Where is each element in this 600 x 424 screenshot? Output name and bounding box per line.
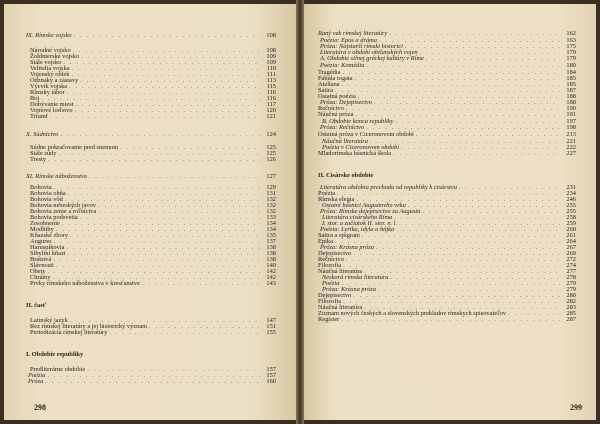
toc-entry-title: Bohovia nebeských javov (30, 202, 97, 209)
toc-entry-title: Haruspikovia (30, 244, 65, 251)
toc-entry-title: Atellana (318, 81, 340, 88)
toc-entry-title: Satira a epigram (318, 232, 360, 239)
toc-entry-page-number: 274 (566, 262, 576, 269)
left-page (4, 4, 296, 420)
toc-entry-page-number: 188 (566, 99, 576, 106)
toc-entry-title: Próza: Rečníctvo (320, 124, 365, 131)
toc-entry-page-number: 134 (266, 220, 276, 227)
toc-entry-title: Poézia v Ciceronovom období (322, 144, 399, 151)
right-page-number: 299 (570, 403, 582, 412)
leader-dots (341, 316, 560, 323)
toc-entry-page-number: 143 (266, 280, 276, 287)
toc-entry-page-number: 142 (266, 274, 276, 281)
toc-entry-page-number: 267 (566, 244, 576, 251)
leader-dots (393, 150, 560, 157)
toc-entry-page-number: 109 (266, 53, 276, 60)
left-toc-entry (28, 378, 276, 385)
toc-entry-page-number: 132 (266, 208, 276, 215)
toc-entry-page-number: 121 (266, 113, 276, 120)
toc-entry-page-number: 227 (566, 150, 576, 157)
toc-entry-page-number: 163 (566, 37, 576, 44)
toc-entry-title: Satira (318, 87, 333, 94)
toc-entry-page-number: 127 (266, 173, 276, 180)
toc-entry-page-number: 255 (566, 208, 576, 215)
toc-entry-page-number: 187 (566, 87, 576, 94)
toc-entry-title: Náučná literatúra (318, 268, 363, 275)
toc-entry-title: Výcvik vojska (30, 83, 68, 90)
toc-entry-page-number: 261 (566, 232, 576, 239)
toc-entry-title: Periodizácia rímskej literatúry (30, 329, 108, 336)
toc-entry-title: Stále vojsko (30, 59, 62, 66)
toc-entry-title: B. Obdobie konca republiky (322, 118, 394, 125)
toc-entry-title: Sibylini kňazi (30, 250, 66, 257)
toc-entry-page-number: 116 (266, 95, 276, 102)
toc-entry-page-number: 132 (266, 202, 276, 209)
leader-dots (142, 280, 260, 287)
toc-entry-title: Triumf (30, 113, 48, 120)
toc-entry-title: Dejepisectvo (318, 292, 352, 299)
toc-entry-title: Bohovia vôd (30, 196, 63, 203)
toc-entry-title: Boj (30, 95, 40, 102)
toc-entry-page-number: 140 (266, 262, 276, 269)
toc-entry-title: Augures (30, 238, 52, 245)
toc-entry-title: Mladorímska básnická škola (318, 150, 392, 157)
toc-entry-title: Bohovia zeme a roľníctva (30, 208, 97, 215)
leader-dots (426, 55, 560, 62)
toc-entry-title: Próza: Krásna próza (320, 244, 374, 251)
toc-entry-title: Epika (318, 238, 333, 245)
toc-entry-title: Kňazské zbory (30, 232, 69, 239)
toc-entry-title: Tragédia (318, 69, 341, 76)
toc-entry-page-number: 131 (266, 190, 276, 197)
left-page-number: 298 (34, 403, 46, 412)
toc-entry-title: Dejepisectvo (318, 250, 352, 257)
leader-dots (109, 329, 260, 336)
leader-dots (60, 131, 260, 138)
toc-entry-page-number: 272 (566, 256, 576, 263)
right-toc-entry (318, 30, 576, 37)
toc-entry-title: Stále súdy (30, 150, 57, 157)
toc-entry-title: Poézia: Epos a dráma (320, 37, 377, 44)
toc-entry-page-number: 125 (266, 144, 276, 151)
left-toc-entry (26, 351, 276, 358)
toc-entry-page-number: 160 (266, 378, 276, 385)
toc-entry-page-number: 285 (566, 310, 576, 317)
leader-dots (89, 173, 260, 180)
leader-dots (50, 113, 260, 120)
toc-entry-title: Próza (28, 378, 44, 385)
right-toc-entry (318, 131, 576, 138)
left-toc-entry (30, 156, 276, 163)
right-toc-entry (318, 111, 576, 118)
toc-entry-page-number: 260 (566, 226, 576, 233)
toc-entry-title: Náučná literatúra (322, 138, 368, 145)
toc-entry-title: Dobývanie miest (30, 101, 74, 108)
toc-entry-page-number: 280 (566, 292, 576, 299)
toc-entry-title: Bohovia ohňa (30, 190, 66, 197)
toc-entry-title: Próza: Najstarší rímski historici (320, 43, 403, 50)
leader-dots (355, 111, 560, 118)
toc-entry-page-number: 138 (266, 244, 276, 251)
leader-dots (366, 62, 560, 69)
toc-entry-page-number: 155 (266, 329, 276, 336)
toc-entry-title: Ostatní básnici Augustovho veku (322, 202, 406, 209)
toc-entry-title: Národné vojsko (30, 47, 71, 54)
toc-entry-title: Zosobnenie (30, 220, 60, 227)
right-toc-entry (318, 150, 576, 157)
toc-entry-page-number: 190 (566, 105, 576, 112)
toc-entry-title: Próza: Rímske dejepisectvo za Augusta (320, 208, 421, 215)
toc-entry-page-number: 283 (566, 304, 576, 311)
right-toc-entry (318, 172, 576, 179)
toc-entry-title: Latinský jazyk (30, 317, 68, 324)
toc-entry-page-number: 180 (566, 62, 576, 69)
toc-entry-title: Fabula togata (318, 75, 353, 82)
toc-entry-page-number: 111 (266, 71, 276, 78)
toc-entry-title: Filozofia (318, 262, 342, 269)
toc-entry-title: Velitelia vojska (30, 65, 70, 72)
toc-entry-page-number: 197 (566, 118, 576, 125)
left-toc-entry (26, 302, 276, 309)
toc-entry-page-number: 125 (266, 150, 276, 157)
toc-entry-title: Ostatná poézia (318, 93, 356, 100)
toc-entry-title: Náučná próza (318, 111, 354, 118)
left-toc-entry (26, 173, 276, 180)
toc-entry-title: Bohovia podsvetia (30, 214, 78, 221)
toc-entry-title: Žoldnierske vojsko (30, 53, 80, 60)
toc-entry-title: Poézia (28, 372, 46, 379)
toc-entry-page-number: 175 (566, 43, 576, 50)
toc-entry-title: Prvky rímskeho náboženstva v kresťanstve (30, 280, 140, 287)
toc-entry-title: Poézia (318, 190, 336, 197)
toc-entry-page-number: 138 (266, 250, 276, 257)
left-toc-entry (26, 32, 276, 39)
toc-entry-page-number: 135 (266, 232, 276, 239)
leader-dots (45, 378, 260, 385)
toc-entry-page-number: 117 (266, 101, 276, 108)
toc-entry-page-number: 133 (266, 214, 276, 221)
toc-entry-page-number: 179 (566, 49, 576, 56)
leader-dots (389, 30, 560, 37)
toc-entry-title: II. Cisárske obdobie (318, 172, 374, 179)
book-gutter (296, 0, 304, 424)
toc-entry-page-number: 259 (566, 220, 576, 227)
toc-entry-title: Literatúra obdobia prechodu od republiky k cisárstvu (320, 184, 457, 191)
toc-entry-page-number: 132 (266, 196, 276, 203)
toc-entry-page-number: 185 (566, 81, 576, 88)
right-toc-entry (320, 124, 576, 131)
toc-entry-title: Literatúra cisárskeho Ríma (322, 214, 393, 221)
toc-entry-page-number: 222 (566, 144, 576, 151)
toc-entry-title: A. Obdobie silnej gréckej kultúry v Ríme (320, 55, 424, 62)
toc-entry-page-number: 231 (566, 184, 576, 191)
toc-entry-page-number: 157 (266, 366, 276, 373)
toc-entry-title: Rečníctvo (318, 105, 344, 112)
toc-entry-title: Súdne pokračovanie pred snemom (30, 144, 119, 151)
toc-entry-page-number: 109 (266, 59, 276, 66)
toc-entry-title: Rímska elegia (318, 196, 355, 203)
toc-entry-page-number: 234 (566, 190, 576, 197)
left-toc-entry (30, 329, 276, 336)
toc-entry-page-number: 142 (266, 268, 276, 275)
toc-entry-page-number: 147 (266, 317, 276, 324)
toc-entry-page-number: 277 (566, 268, 576, 275)
toc-entry-page-number: 126 (266, 156, 276, 163)
toc-entry-title: XI. Rímske náboženstvo (26, 173, 87, 180)
toc-entry-title: Zoznam nových českých a slovenských prekladov rímskych spisovateľov (318, 310, 507, 317)
toc-entry-page-number: 108 (266, 47, 276, 54)
toc-entry-page-number: 138 (266, 256, 276, 263)
toc-entry-title: II. časť (26, 302, 47, 309)
toc-entry-page-number: 113 (266, 77, 276, 84)
toc-entry-title: Obety (30, 268, 46, 275)
leader-dots (74, 32, 260, 39)
toc-entry-page-number: 115 (266, 83, 276, 90)
toc-entry-title: Bratstvá (30, 256, 52, 263)
toc-entry-page-number: 279 (566, 280, 576, 287)
right-toc-entry (320, 55, 576, 62)
toc-entry-title: Tresty (30, 156, 47, 163)
toc-entry-page-number: 213 (566, 131, 576, 138)
toc-entry-page-number: 162 (566, 30, 576, 37)
toc-entry-page-number: 120 (266, 107, 276, 114)
toc-entry-title: Raný vek rímskej literatúry (318, 30, 388, 37)
toc-entry-page-number: 116 (266, 89, 276, 96)
toc-entry-page-number: 246 (566, 196, 576, 203)
toc-entry-page-number: 269 (566, 250, 576, 257)
toc-entry-page-number: 278 (566, 274, 576, 281)
toc-entry-title: Odznaky a zástavy (30, 77, 79, 84)
toc-entry-page-number: 188 (566, 93, 576, 100)
toc-entry-title: Neskorá rímska literatúra (322, 274, 389, 281)
leader-dots (366, 124, 560, 131)
toc-entry-title: Rímsky tábor (30, 89, 65, 96)
toc-entry-title: Filozofia (318, 298, 342, 305)
toc-entry-title: Poézia (322, 280, 340, 287)
toc-entry-page-number: 279 (566, 286, 576, 293)
toc-entry-title: I. Obdobie republiky (26, 351, 84, 358)
toc-entry-title: X. Súdnictvo (26, 131, 59, 138)
toc-entry-title: Slávnosti (30, 262, 54, 269)
left-toc-entry (30, 280, 276, 287)
left-toc-entry (26, 131, 276, 138)
toc-entry-page-number: 191 (566, 111, 576, 118)
left-toc-entry (30, 113, 276, 120)
leader-dots (48, 156, 260, 163)
toc-entry-title: Rečníctvo (318, 256, 344, 263)
toc-entry-page-number: 110 (266, 65, 276, 72)
toc-entry-page-number: 184 (566, 69, 576, 76)
toc-entry-title: Predliterárne obdobie (30, 366, 86, 373)
toc-entry-page-number: 198 (566, 124, 576, 131)
toc-entry-title: Bohovia (30, 184, 52, 191)
toc-entry-title: Ostatná próza v Ciceronovom období (318, 131, 414, 138)
toc-entry-page-number: 124 (266, 131, 276, 138)
toc-entry-page-number: 151 (266, 323, 276, 330)
toc-entry-title: Register (318, 316, 340, 323)
toc-entry-page-number: 287 (566, 316, 576, 323)
toc-entry-title: IX. Rímske vojsko (26, 32, 72, 39)
toc-entry-page-number: 179 (566, 55, 576, 62)
right-page (304, 4, 596, 420)
toc-entry-page-number: 185 (566, 75, 576, 82)
toc-entry-title: Literatúra v období obilanských vojen (320, 49, 418, 56)
toc-entry-title: Modlitby (30, 226, 54, 233)
toc-entry-title: Náučná literatúra (318, 304, 363, 311)
right-toc-entry (320, 62, 576, 69)
toc-entry-title: Rez rímskej literatúry a jej historický význam (30, 323, 148, 330)
toc-entry-page-number: 221 (566, 138, 576, 145)
right-toc-entry (318, 316, 576, 323)
toc-entry-page-number: 134 (266, 226, 276, 233)
toc-entry-title: Poézia: Lyrika, idyla a bájka (320, 226, 395, 233)
toc-entry-title: Poézia: Komédia (320, 62, 365, 69)
toc-entry-page-number: 264 (566, 238, 576, 245)
toc-entry-title: Vojenský oblek (30, 71, 70, 78)
toc-entry-title: Próza: Krásna próza (322, 286, 376, 293)
toc-entry-page-number: 282 (566, 298, 576, 305)
toc-entry-page-number: 137 (266, 238, 276, 245)
toc-entry-page-number: 258 (566, 214, 576, 221)
toc-entry-page-number: 157 (266, 372, 276, 379)
toc-entry-title: I. stor. a začiatok II. stor. n. l. (322, 220, 398, 227)
toc-entry-page-number: 108 (266, 32, 276, 39)
toc-entry-page-number: 255 (566, 202, 576, 209)
leader-dots (416, 131, 560, 138)
toc-entry-title: Vojnové loďstvo (30, 107, 73, 114)
toc-entry-page-number: 129 (266, 184, 276, 191)
toc-entry-title: Próza: Dejepisectvo (320, 99, 372, 106)
toc-entry-title: Chrámy (30, 274, 51, 281)
